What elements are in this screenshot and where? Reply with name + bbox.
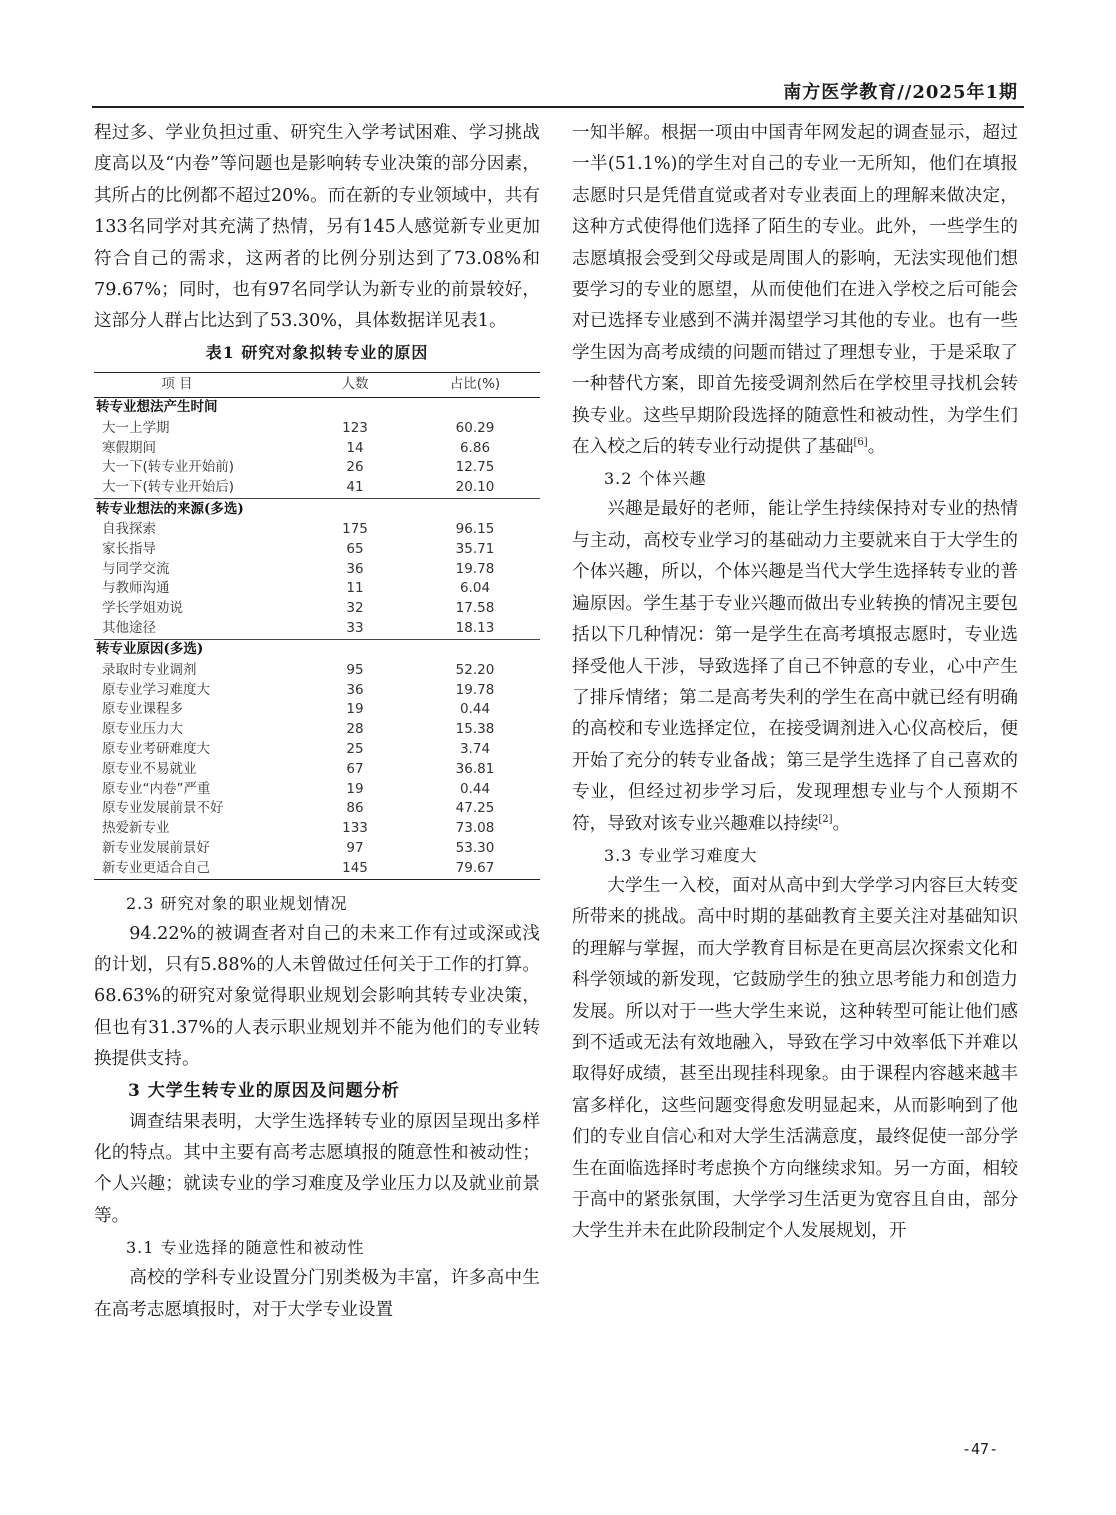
table-cell: 家长指导	[102, 540, 156, 557]
table-cell: 175	[342, 521, 368, 538]
table-cell: 学长学姐劝说	[102, 600, 183, 617]
table-cell: 25	[346, 741, 364, 757]
table-group-row	[94, 639, 540, 661]
table-cell: 0.44	[459, 780, 491, 797]
table-group-row	[94, 499, 540, 521]
table-row	[94, 700, 540, 720]
table-cell: 12.75	[455, 459, 495, 476]
table-row	[94, 720, 540, 740]
table-cell: 86	[346, 800, 364, 817]
paragraph: 高校的学科专业设置分门别类极为丰富，许多高中生在高考志愿填报时，对于大学专业设置	[94, 1268, 540, 1320]
table-cell: 其他途径	[102, 620, 156, 637]
table-cell: 原专业“内卷”严重	[102, 780, 211, 797]
table-row	[94, 560, 540, 580]
paragraph	[572, 118, 1018, 463]
table-cell: 与同学交流	[102, 560, 170, 577]
table-cell: 6.04	[459, 580, 491, 597]
table-cell: 65	[346, 540, 364, 557]
table-row	[94, 540, 540, 560]
table-cell: 大一下(转专业开始后)	[102, 479, 235, 496]
table-row	[94, 859, 540, 879]
table-row	[94, 439, 540, 459]
table-cell: 19	[346, 701, 364, 718]
table-cell: 145	[300, 859, 410, 879]
table-header-cell: 人数	[300, 372, 410, 397]
table-cell: 73.08	[455, 820, 495, 837]
table-cell: 96.15	[455, 521, 495, 538]
table-row	[94, 599, 540, 619]
table-cell: 133	[342, 820, 368, 837]
page-header	[92, 76, 1024, 108]
table-cell: 35.71	[455, 540, 495, 557]
table-cell: 录取时专业调剂	[102, 661, 197, 678]
section-heading: 3.1 专业选择的随意性和被动性	[126, 1238, 365, 1258]
table-cell: 95	[346, 661, 364, 678]
table-cell: 36	[346, 681, 364, 698]
table-group-label: 转专业原因(多选)	[94, 639, 540, 661]
section-heading: 3 大学生转专业的原因及问题分析	[128, 1080, 400, 1101]
table-cell: 寒假期间	[102, 439, 156, 456]
table-cell: 新专业发展前景好	[102, 839, 210, 856]
table-cell: 原专业压力大	[102, 721, 183, 738]
table-cell: 32	[346, 600, 364, 617]
table-cell: 67	[346, 760, 364, 777]
table-cell: 3.74	[459, 741, 491, 757]
paragraph-text: 。	[867, 437, 886, 458]
table-cell: 原专业发展前景不好	[102, 800, 224, 817]
citation[interactable]: [6]	[853, 437, 868, 449]
table-cell: 原专业考研难度大	[102, 741, 210, 757]
table-cell: 19.78	[455, 681, 495, 698]
table-body	[94, 397, 540, 879]
table-cell: 19	[346, 780, 364, 797]
table-cell: 20.10	[455, 479, 495, 496]
table-header-cell: 占比(%)	[410, 372, 540, 397]
table-row	[94, 458, 540, 478]
table-cell: 热爱新专业	[102, 820, 170, 837]
table-row	[94, 419, 540, 439]
paragraph-text: 一知半解。根据一项由中国青年网发起的调查显示，超过一半(51.1%)的学生对自己的专业一无所知，他们在填报志愿时只是凭借直觉或者对专业表面上的理解来做决定，这种方式使得他们选择了陌生的专业。此外，一些学生的志愿填报会受到父母或是周围人的影响，无法实现他们想要学习的专业的愿望，从而使他们在进入学校之后可能会对已选择专业感到不满并渴望学习其他的专业。也有一些学生因为高考成绩的问题而错过了理想专业，于是采取了一种替代方案，即首先接受调剂然后在学校里寻找机会转换专业。这些早期阶段选择的随意性和被动性，为学生们在入校之后的转专业行动提供了基础	[572, 123, 1018, 458]
table-cell: 与教师沟通	[102, 580, 170, 597]
table-cell: 36	[346, 560, 364, 577]
table-row	[94, 661, 540, 681]
table-row	[94, 579, 540, 599]
table-header-cell: 项 目	[94, 372, 300, 397]
table-cell: 原专业学习难度大	[102, 681, 210, 698]
table-header-row	[94, 372, 540, 397]
table-cell: 28	[346, 721, 364, 738]
paragraph: 大学生一入校，面对从高中到大学学习内容巨大转变所带来的挑战。高中时期的基础教育主要关注对基础知识的理解与掌握，而大学教育目标是在更高层次探索文化和科学领域的新发现，它鼓励学生的独立思考能力和创造力发展。所以对于一些大学生来说，这种转型可能让他们感到不适或无法有效地融入，导致在学习中效率低下并难以取得好成绩，甚至出现挂科现象。由于课程内容越来越丰富多样化，这些问题变得愈发明显起来，从而影响到了他们的专业自信心和对大学生活满意度，最终促使一部分学生在面临选择时考虑换个方向继续求知。另一方面，相较于高中的紧张氛围，大学学习生活更为宽容且自由，部分大学生并未在此阶段制定个人发展规划，开	[572, 875, 1018, 1242]
table-cell: 自我探索	[102, 521, 156, 538]
table-cell: 47.25	[455, 800, 495, 817]
table-group-label: 转专业想法产生时间	[96, 399, 218, 416]
table-row	[94, 619, 540, 639]
table-cell: 53.30	[455, 839, 495, 856]
table-cell: 原专业课程多	[102, 701, 183, 718]
data-table	[94, 372, 540, 880]
page-number: -47-	[962, 1440, 999, 1458]
table-cell: 15.38	[455, 721, 495, 738]
table-row	[94, 780, 540, 800]
table-cell: 36.81	[455, 760, 495, 777]
table-row	[94, 819, 540, 839]
table-cell: 33	[346, 620, 364, 637]
table-row	[94, 760, 540, 780]
table-group-label: 转专业想法的来源(多选)	[94, 499, 540, 521]
paragraph-text: 。	[832, 813, 851, 834]
paragraph: 94.22%的被调查者对自己的未来工作有过或深或浅的计划，只有5.88%的人未曾做过任何关于工作的打算。68.63%的研究对象觉得职业规划会影响其转专业决策，但也有31.37%的人表示职业规划并不能为他们的专业转换提供支持。	[94, 923, 540, 1070]
table-cell: 14	[346, 439, 364, 456]
table-cell: 52.20	[455, 661, 495, 678]
section-heading: 3.3 专业学习难度大	[604, 845, 758, 865]
paragraph	[572, 494, 1018, 839]
left-column	[94, 118, 540, 1326]
table-row	[94, 740, 540, 760]
table-cell: 大一下(转专业开始前)	[102, 459, 235, 476]
table-cell: 41	[346, 479, 364, 496]
table-row	[94, 681, 540, 701]
table-cell: 18.13	[455, 620, 495, 637]
table-cell: 原专业不易就业	[102, 760, 197, 777]
table-cell: 60.29	[455, 419, 495, 436]
table-cell: 79.67	[410, 859, 540, 879]
section-heading: 2.3 研究对象的职业规划情况	[126, 893, 348, 913]
table-title: 表1 研究对象拟转专业的原因	[205, 342, 429, 362]
paragraph-text: 兴趣是最好的老师，能让学生持续保持对专业的热情与主动，高校专业学习的基础动力主要就来自于大学生的个体兴趣，所以，个体兴趣是当代大学生选择转专业的普遍原因。学生基于专业兴趣而做出专业转换的情况主要包括以下几种情况：第一是学生在高考填报志愿时，专业选择受他人干涉，导致选择了自己不钟意的专业，心中产生了排斥情绪；第二是高考失利的学生在高中就已经有明确的高校和专业选择定位，在接受调剂进入心仪高校后，便开始了充分的转专业备战；第三是学生选择了自己喜欢的专业，但经过初步学习后，发现理想专业与个人预期不符，导致对该专业兴趣难以持续	[572, 499, 1018, 834]
table-row	[94, 839, 540, 859]
table-cell: 97	[346, 839, 364, 856]
table-cell: 11	[346, 580, 364, 597]
table-row	[94, 478, 540, 498]
table-cell: 0.44	[459, 701, 491, 718]
table-cell: 123	[342, 419, 368, 436]
table-cell: 26	[346, 459, 364, 476]
right-column	[572, 118, 1018, 1248]
table-row	[94, 520, 540, 540]
citation[interactable]: [2]	[818, 813, 833, 825]
table-group-row	[94, 397, 540, 419]
journal-title: 南方医学教育//2025年1期	[783, 82, 1018, 103]
table-cell: 19.78	[455, 560, 495, 577]
table-row	[94, 799, 540, 819]
table-cell: 新专业更适合自己	[94, 859, 300, 879]
paragraph: 程过多、学业负担过重、研究生入学考试困难、学习挑战度高以及“内卷”等问题也是影响转专业决策的部分因素，其所占的比例都不超过20%。而在新的专业领域中，共有133名同学对其充满了热情，另有145人感觉新专业更加符合自己的需求，这两者的比例分别达到了73.08%和79.67%；同时，也有97名同学认为新专业的前景较好，这部分人群占比达到了53.30%，具体数据详见表1。	[94, 123, 540, 332]
table-cell: 6.86	[459, 439, 491, 456]
table-cell: 大一上学期	[102, 419, 170, 436]
section-heading: 3.2 个体兴趣	[604, 469, 707, 489]
table-cell: 17.58	[455, 600, 495, 617]
paragraph: 调查结果表明，大学生选择转专业的原因呈现出多样化的特点。其中主要有高考志愿填报的随意性和被动性；个人兴趣；就读专业的学习难度及学业压力以及就业前景等。	[94, 1111, 540, 1226]
